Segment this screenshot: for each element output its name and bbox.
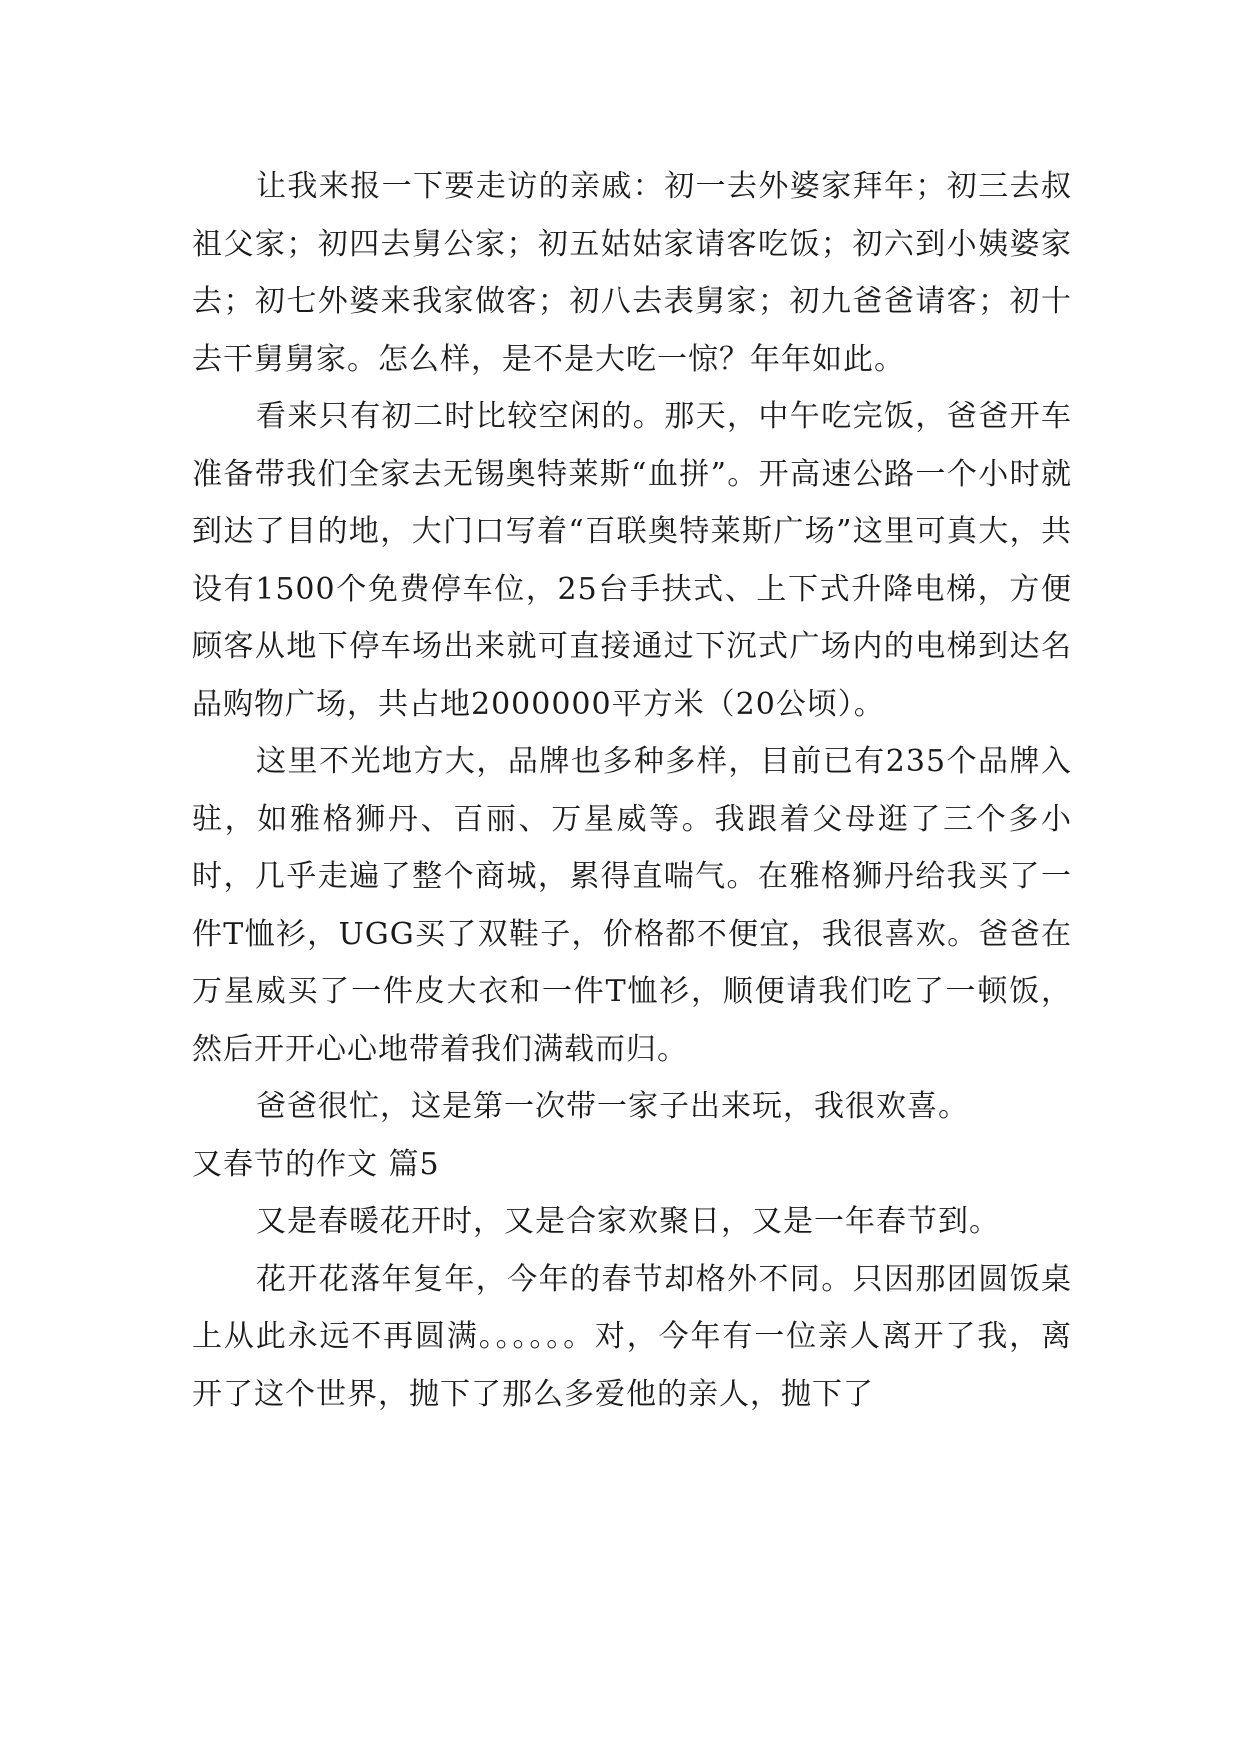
paragraph: 看来只有初二时比较空闲的。那天，中午吃完饭，爸爸开车准备带我们全家去无锡奥特莱斯“血拼”。开高速公路一个小时就到达了目的地，大门口写着“百联奥特莱斯广场”这里可真大，共设有1500个免费停车位，25台手扶式、上下式升降电梯，方便顾客从地下停车场出来就可直接通过下沉式广场内的电梯到达名品购物广场，共占地2000000平方米（20公顷）。 <box>192 399 1072 722</box>
paragraph: 让我来报一下要走访的亲戚：初一去外婆家拜年；初三去叔祖父家；初四去舅公家；初五姑姑家请客吃饭；初六到小姨婆家去；初七外婆来我家做客；初八去表舅家；初九爸爸请客；初十去干舅舅家。怎么样，是不是大吃一惊？年年如此。 <box>192 169 1072 377</box>
document-body <box>192 158 1072 1423</box>
paragraph: 又是春暖花开时，又是合家欢聚日，又是一年春节到。 <box>256 1204 1000 1239</box>
paragraph: 花开花落年复年，今年的春节却格外不同。只因那团圆饭桌上从此永远不再圆满。。。。。。对，今年有一位亲人离开了我，离开了这个世界，抛下了那么多爱他的亲人，抛下了 <box>192 1261 1072 1412</box>
paragraph: 爸爸很忙，这是第一次带一家子出来玩，我很欢喜。 <box>256 1089 969 1124</box>
section-heading: 又春节的作文 篇5 <box>192 1146 440 1182</box>
paragraph: 这里不光地方大，品牌也多种多样，目前已有235个品牌入驻，如雅格狮丹、百丽、万星威等。我跟着父母逛了三个多小时，几乎走遍了整个商城，累得直喘气。在雅格狮丹给我买了一件T恤衫，UGG买了双鞋子，价格都不便宜，我很喜欢。爸爸在万星威买了一件皮大衣和一件T恤衫，顺便请我们吃了一顿饭，然后开开心心地带着我们满载而归。 <box>192 744 1072 1067</box>
